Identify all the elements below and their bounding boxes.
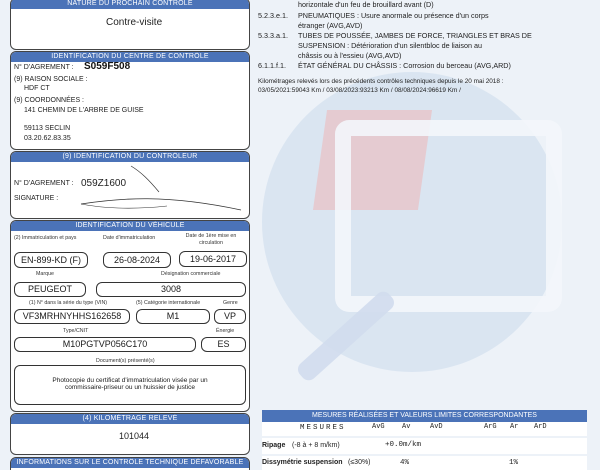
defect-code-3: 5.3.3.a.1. <box>258 31 288 40</box>
col-avg: AvG <box>372 423 385 431</box>
history-line-1: Kilométrages relevés lors des précédents contrôles techniques depuis le 20 mai 2018 : <box>258 78 504 85</box>
measure-row-ripage <box>262 438 587 454</box>
defect-line-4: SUSPENSION : Détérioration d'un silentbloc de liaison au <box>298 41 482 50</box>
defect-line-3: TUBES DE POUSSÉE, JAMBES DE FORCE, TRIANGLES ET BRAS DE <box>298 31 532 40</box>
immat-value: EN-899-KD (F) <box>14 252 88 268</box>
defect-line-0: horizontale d'un feu de brouillard avant (D) <box>298 0 434 9</box>
ripage-limit: (-8 à + 8 m/km) <box>292 442 340 449</box>
dissymetrie-ar-value: 1% <box>509 459 519 467</box>
immat-label: (2) Immatriculation et pays <box>14 235 77 241</box>
first-circ-value: 19-06-2017 <box>179 251 247 267</box>
cat-label: (5) Catégorie internationale <box>136 300 201 306</box>
defect-line-6: ÉTAT GÉNÉRAL DU CHÂSSIS : Corrosion du berceau (AVG,ARD) <box>298 61 511 70</box>
center-panel <box>10 51 250 150</box>
address-line-1: 141 CHEMIN DE L'ARBRE DE GUISE <box>24 107 144 114</box>
vin-label: (1) N° dans la série du type (VIN) <box>29 300 108 306</box>
energie-label: Énergie <box>216 328 235 334</box>
first-circ-label: Date de 1ère mise en circulation <box>185 233 237 246</box>
mileage-panel <box>10 413 250 455</box>
controller-agreement-label: N° D'AGREMENT : <box>14 180 74 187</box>
genre-label: Genre <box>223 300 238 306</box>
date-immat-value: 26-08-2024 <box>103 252 171 268</box>
controller-header: (9) IDENTIFICATION DU CONTRÔLEUR <box>11 152 249 162</box>
designation-value: 3008 <box>96 282 246 297</box>
defect-code-6: 6.1.1.f.1. <box>258 61 286 70</box>
center-header: IDENTIFICATION DU CENTRE DE CONTRÔLE <box>11 52 249 62</box>
measure-row-dissymetrie <box>262 456 587 470</box>
raison-value: HDF CT <box>24 85 50 92</box>
controller-agreement: 059Z1600 <box>81 178 127 189</box>
center-agreement-label: N° D'AGREMENT : <box>14 64 74 71</box>
center-agreement: S059F508 <box>84 61 131 72</box>
docs-box <box>14 365 246 405</box>
measures-title: MESURES <box>300 424 346 432</box>
type-label: Type/CNIT <box>63 328 89 334</box>
left-column <box>0 0 258 470</box>
next-visit-header: NATURE DU PROCHAIN CONTRÔLE <box>11 0 249 9</box>
defect-line-5: châssis ou à l'essieu (AVG,AVD) <box>298 51 402 60</box>
mileage-value: 101044 <box>119 431 150 441</box>
dissymetrie-limit: (≤30%) <box>348 459 371 466</box>
coord-label: (9) COORDONNÉES : <box>14 97 85 104</box>
col-av: Av <box>402 423 411 431</box>
col-avd: AvD <box>430 423 443 431</box>
dissymetrie-label: Dissymétrie suspension <box>262 459 343 466</box>
energie-value: ES <box>201 337 246 352</box>
col-ard: ArD <box>534 423 547 431</box>
cat-value: M1 <box>136 309 210 324</box>
signature-label: SIGNATURE : <box>14 195 59 202</box>
genre-value: VP <box>214 309 246 324</box>
history-line-2: 03/05/2021:59043 Km / 03/08/2023:93213 Km / 08/08/2024:96619 Km / <box>258 87 461 94</box>
controller-panel <box>10 151 250 219</box>
date-immat-label: Date d'immatriculation <box>103 235 156 241</box>
next-visit-value: Contre-visite <box>106 17 163 28</box>
info-header: INFORMATIONS SUR LE CONTRÔLE TECHNIQUE DÉFAVORABLE <box>11 458 249 468</box>
ripage-av-value: +0.0m/km <box>385 441 422 449</box>
address-line-2: 59113 SECLIN <box>24 125 71 132</box>
docs-line-2: commissaire-priseur ou un huissier de justice <box>64 384 196 391</box>
marque-label: Marque <box>36 271 54 277</box>
designation-label: Désignation commerciale <box>161 271 221 277</box>
defect-line-2: étranger (AVG,AVD) <box>298 21 363 30</box>
col-ar: Ar <box>510 423 519 431</box>
signature-scribble <box>71 164 246 214</box>
next-visit-panel <box>10 0 250 50</box>
docs-label: Document(s) présenté(s) <box>96 358 155 364</box>
vehicle-header: IDENTIFICATION DU VÉHICULE <box>11 221 249 231</box>
docs-line-1: Photocopie du certificat d'immatriculation visée par un <box>52 377 208 384</box>
mileage-header: (4) KILOMÉTRAGE RELEVÉ <box>11 414 249 424</box>
ripage-label: Ripage <box>262 442 286 449</box>
raison-label: (9) RAISON SOCIALE : <box>14 76 88 83</box>
right-column <box>258 0 600 470</box>
defect-line-1: PNEUMATIQUES : Usure anormale ou présence d'un corps <box>298 11 489 20</box>
center-phone: 03.20.62.83.35 <box>24 135 71 142</box>
defect-code-1: 5.2.3.e.1. <box>258 11 288 20</box>
col-arg: ArG <box>484 423 497 431</box>
info-panel <box>10 457 250 470</box>
type-value: M10PGTVP056C170 <box>14 337 196 352</box>
vehicle-panel <box>10 220 250 412</box>
vin-value: VF3MRHNYHHS162658 <box>14 309 130 324</box>
marque-value: PEUGEOT <box>14 282 86 297</box>
dissymetrie-av-value: 4% <box>400 459 410 467</box>
measures-col-header-row <box>262 422 587 436</box>
measures-header: MESURES RÉALISÉES ET VALEURS LIMITES CORRESPONDANTES <box>262 410 587 422</box>
